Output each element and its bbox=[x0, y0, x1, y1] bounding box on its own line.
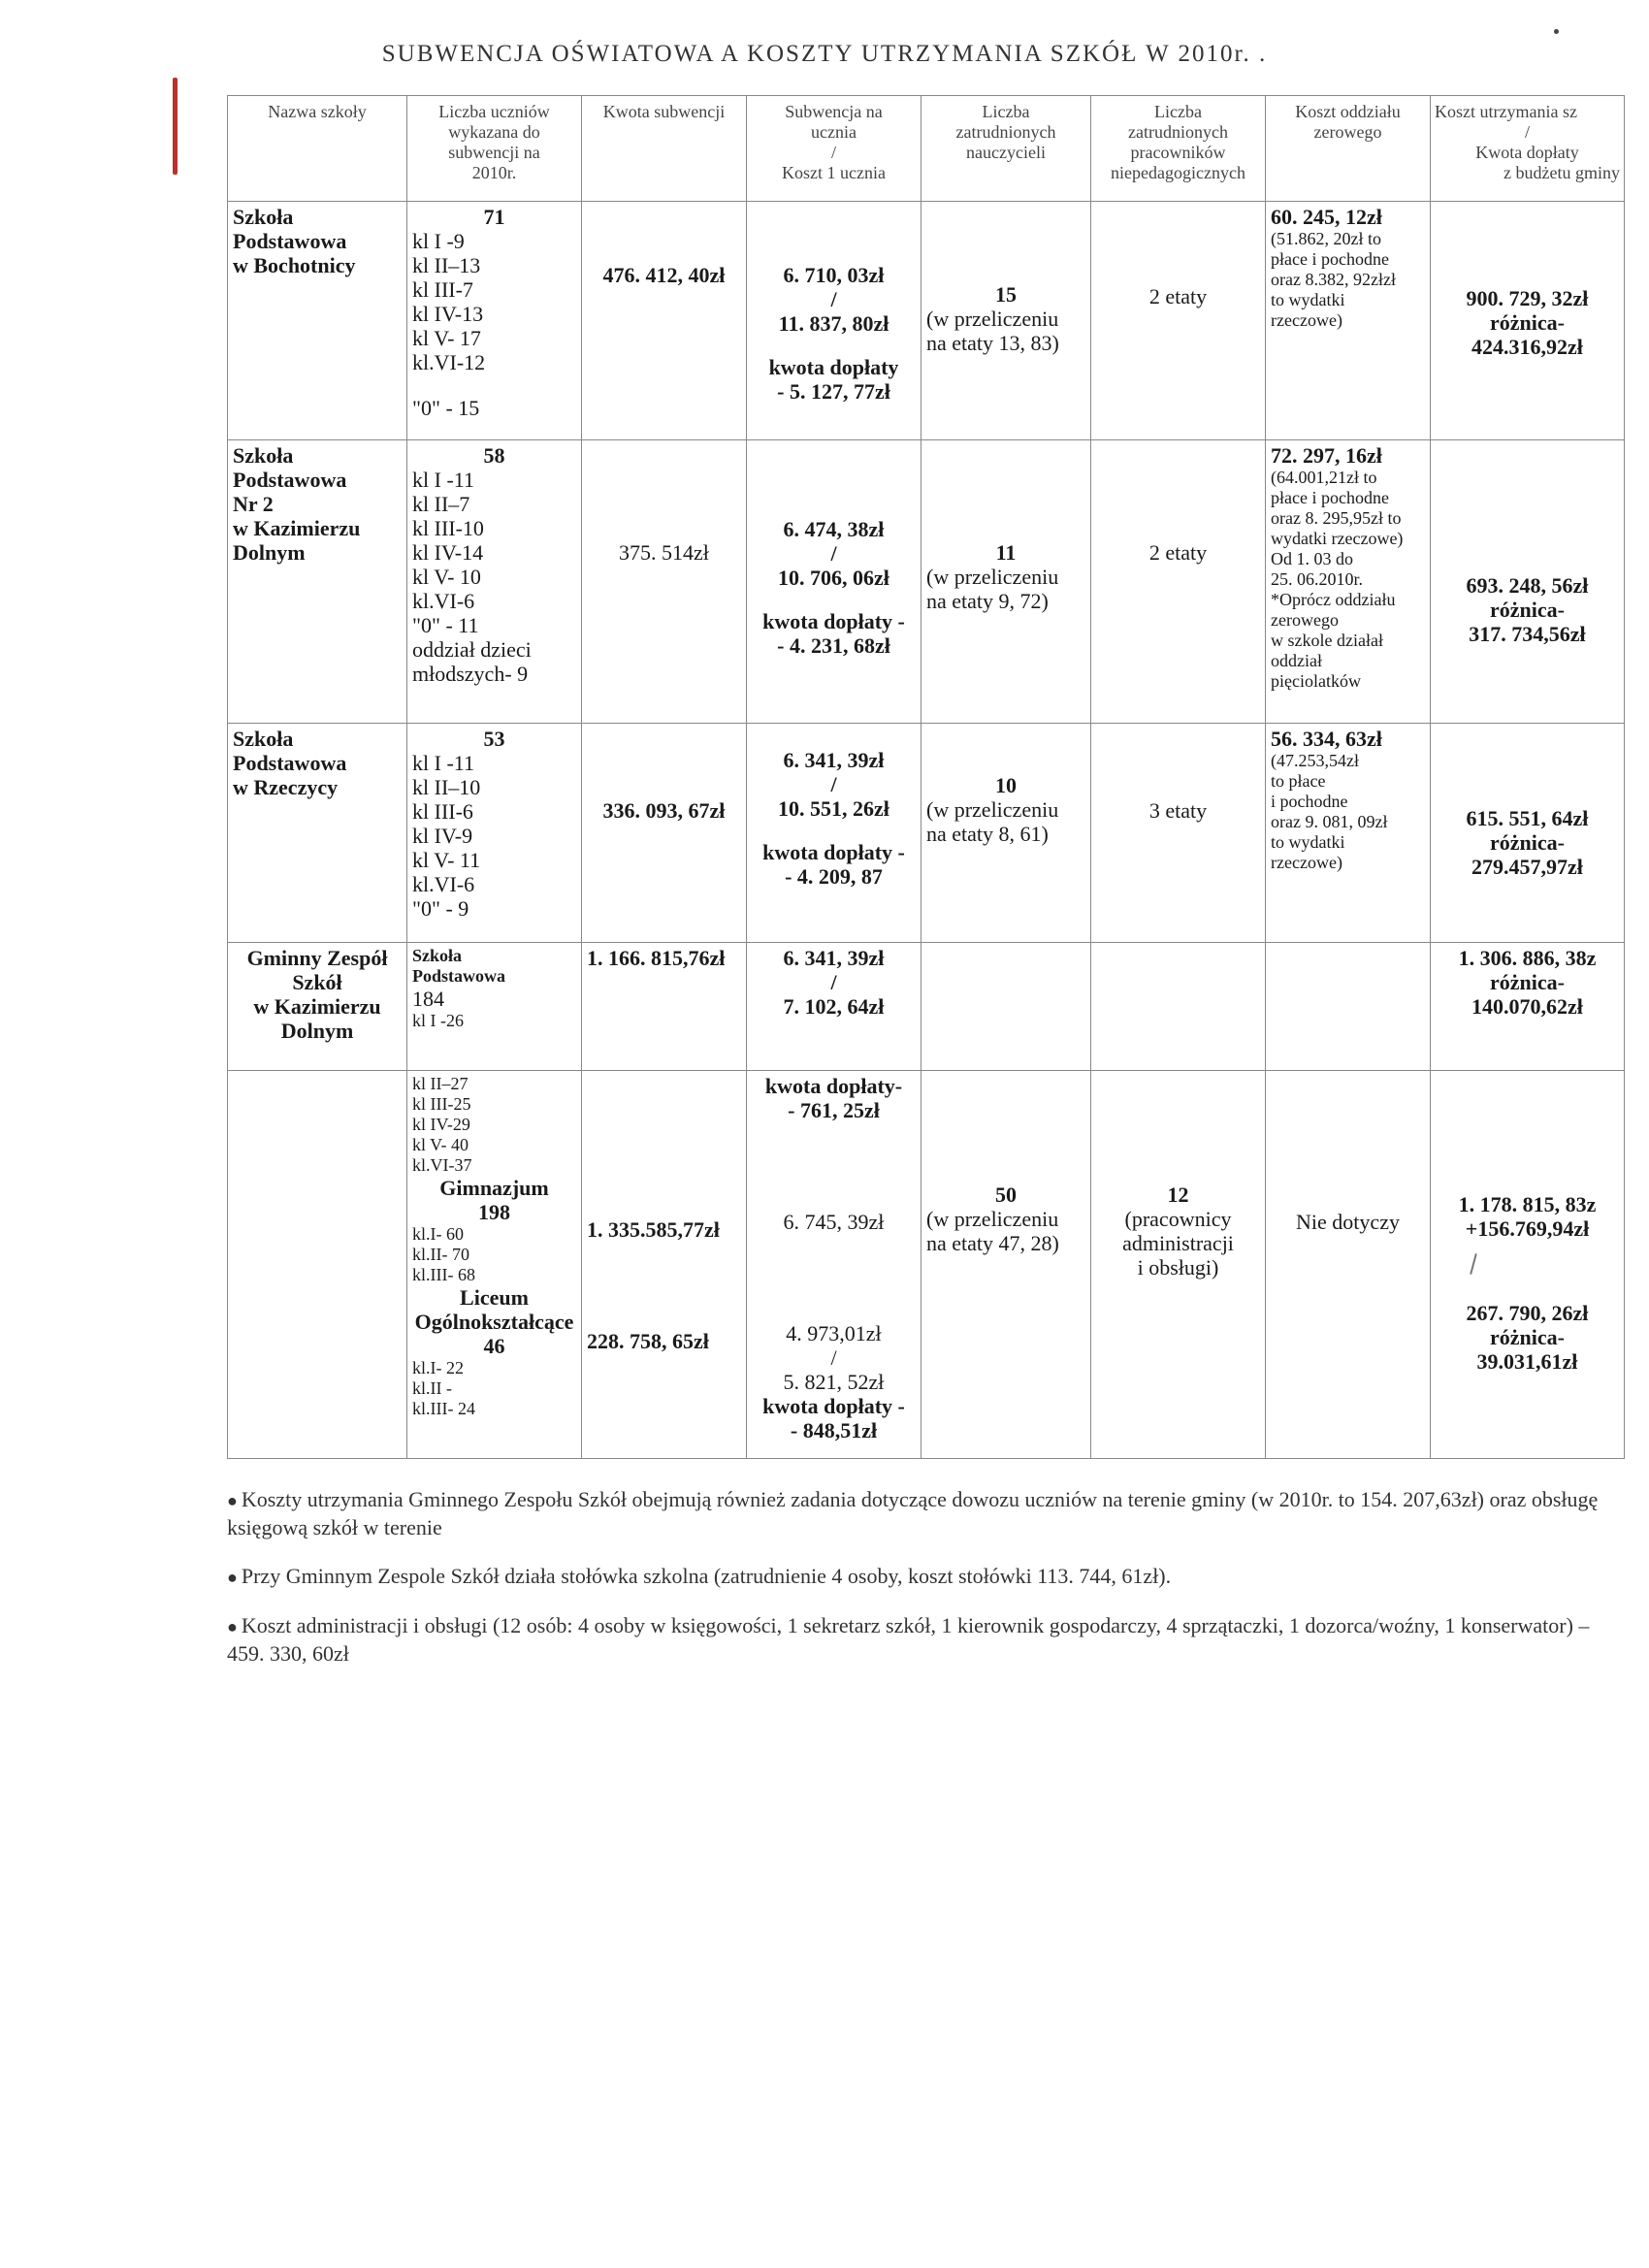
teachers-cell bbox=[922, 943, 1091, 1071]
per-student-cell: 6. 341, 39zł / 10. 551, 26zł kwota dopłaty - - 4. 209, 87 bbox=[747, 724, 922, 943]
maintenance-cost-cell: 1. 178. 815, 83z +156.769,94zł 267. 790, 26zł różnica- 39.031,61zł bbox=[1431, 1071, 1625, 1459]
col-header-students: Liczba uczniów wykazana do subwencji na 2010r. bbox=[407, 96, 582, 202]
school-name: Szkoła Podstawowa w Rzeczycy bbox=[228, 724, 407, 943]
per-student-cell: 6. 341, 39zł / 7. 102, 64zł bbox=[747, 943, 922, 1071]
school-name bbox=[228, 1071, 407, 1459]
teachers-cell: 11 (w przeliczeniu na etaty 9, 72) bbox=[922, 440, 1091, 724]
subsidy-cell: 1. 335.585,77zł 228. 758, 65zł bbox=[582, 1071, 747, 1459]
staff-cell bbox=[1091, 943, 1266, 1071]
zero-class-cost-cell bbox=[1266, 943, 1431, 1071]
bullet-icon: ● bbox=[227, 1491, 238, 1510]
footnote: ● Przy Gminnym Zespole Szkół działa stołówka szkolna (zatrudnienie 4 osoby, koszt stołówki 113. 744, 61zł). bbox=[227, 1564, 1172, 1588]
header-row bbox=[228, 96, 1625, 202]
staff-cell: 2 etaty bbox=[1091, 202, 1266, 440]
col-header-zero-class-cost: Koszt oddziału zerowego bbox=[1266, 96, 1431, 202]
school-name: Szkoła Podstawowa Nr 2 w Kazimierzu Dolnym bbox=[228, 440, 407, 724]
zero-class-cost-cell: 60. 245, 12zł (51.862, 20zł to płace i pochodne oraz 8.382, 92złzł to wydatki rzeczowe) bbox=[1266, 202, 1431, 440]
zero-class-cost-cell: 56. 334, 63zł (47.253,54zł to płace i pochodne oraz 9. 081, 09zł to wydatki rzeczowe) bbox=[1266, 724, 1431, 943]
subsidy-cell: 1. 166. 815,76zł bbox=[582, 943, 747, 1071]
table-row bbox=[228, 440, 1625, 724]
zero-class-cost-cell: 72. 297, 16zł (64.001,21zł to płace i pochodne oraz 8. 295,95zł to wydatki rzeczowe) Od 1. 03 do 25. 06.2010r. *Oprócz oddziału zerowego w szkole działał oddział pięciolatków bbox=[1266, 440, 1431, 724]
table-row bbox=[228, 943, 1625, 1071]
staff-cell: 12 (pracownicy administracji i obsługi) bbox=[1091, 1071, 1266, 1459]
bullet-icon: ● bbox=[227, 1568, 238, 1587]
scan-dot bbox=[1554, 29, 1559, 34]
students-cell: 58 kl I -11 kl II–7 kl III-10 kl IV-14 kl V- 10 kl.VI-6 "0" - 11 oddział dzieci młodszych- 9 bbox=[407, 440, 582, 724]
page-title: SUBWENCJA OŚWIATOWA A KOSZTY UTRZYMANIA SZKÓŁ W 2010r. . bbox=[381, 41, 1268, 67]
margin-red-mark bbox=[173, 78, 178, 175]
per-student-cell: 6. 710, 03zł / 11. 837, 80zł kwota dopłaty - 5. 127, 77zł bbox=[747, 202, 922, 440]
col-header-school-name: Nazwa szkoły bbox=[228, 96, 407, 202]
subsidy-cell: 476. 412, 40zł bbox=[582, 202, 747, 440]
col-header-subsidy: Kwota subwencji bbox=[582, 96, 747, 202]
staff-cell: 3 etaty bbox=[1091, 724, 1266, 943]
per-student-cell: kwota dopłaty- - 761, 25zł 6. 745, 39zł 4. 973,01zł / 5. 821, 52zł kwota dopłaty - - 848,51zł bbox=[747, 1071, 922, 1459]
col-header-per-student: Subwencja na ucznia / Koszt 1 ucznia bbox=[747, 96, 922, 202]
maintenance-cost-cell: 900. 729, 32zł różnica- 424.316,92zł bbox=[1431, 202, 1625, 440]
maintenance-cost-cell: 1. 306. 886, 38z różnica- 140.070,62zł bbox=[1431, 943, 1625, 1071]
teachers-cell: 50 (w przeliczeniu na etaty 47, 28) bbox=[922, 1071, 1091, 1459]
teachers-cell: 15 (w przeliczeniu na etaty 13, 83) bbox=[922, 202, 1091, 440]
staff-cell: 2 etaty bbox=[1091, 440, 1266, 724]
school-name: Szkoła Podstawowa w Bochotnicy bbox=[228, 202, 407, 440]
footnotes bbox=[227, 1486, 1624, 1689]
table-row bbox=[228, 724, 1625, 943]
per-student-cell: 6. 474, 38zł / 10. 706, 06zł kwota dopłaty - - 4. 231, 68zł bbox=[747, 440, 922, 724]
maintenance-cost-cell: 615. 551, 64zł różnica- 279.457,97zł bbox=[1431, 724, 1625, 943]
zero-class-cost-cell: Nie dotyczy bbox=[1266, 1071, 1431, 1459]
students-cell: Szkoła Podstawowa 184 kl I -26 bbox=[407, 943, 582, 1071]
students-cell: kl II–27 kl III-25 kl IV-29 kl V- 40 kl.VI-37 Gimnazjum 198 kl.I- 60 kl.II- 70 kl.III- 68 Liceum Ogólnokształcące 46 kl.I- 22 kl.II - kl.III- 24 bbox=[407, 1071, 582, 1459]
subsidy-cell: 336. 093, 67zł bbox=[582, 724, 747, 943]
col-header-staff: Liczba zatrudnionych pracowników niepedagogicznych bbox=[1091, 96, 1266, 202]
table-row bbox=[228, 202, 1625, 440]
students-cell: 53 kl I -11 kl II–10 kl III-6 kl IV-9 kl V- 11 kl.VI-6 "0" - 9 bbox=[407, 724, 582, 943]
maintenance-cost-cell: 693. 248, 56zł różnica- 317. 734,56zł bbox=[1431, 440, 1625, 724]
students-cell: 71 kl I -9 kl II–13 kl III-7 kl IV-13 kl V- 17 kl.VI-12 "0" - 15 bbox=[407, 202, 582, 440]
subsidy-cell: 375. 514zł bbox=[582, 440, 747, 724]
subsidy-table bbox=[227, 95, 1625, 1459]
school-name: Gminny Zespół Szkół w Kazimierzu Dolnym bbox=[228, 943, 407, 1071]
teachers-cell: 10 (w przeliczeniu na etaty 8, 61) bbox=[922, 724, 1091, 943]
bullet-icon: ● bbox=[227, 1617, 238, 1636]
footnote: ● Koszt administracji i obsługi (12 osób: 4 osoby w księgowości, 1 sekretarz szkół, 1 kierownik gospodarczy, 4 sprzątaczki, 1 dozorca/woźny, 1 konserwator) – 459. 330, 60zł bbox=[227, 1613, 1590, 1666]
col-header-maintenance-cost: Koszt utrzymania sz / Kwota dopłaty z budżetu gminy bbox=[1431, 96, 1625, 202]
col-header-teachers: Liczba zatrudnionych nauczycieli bbox=[922, 96, 1091, 202]
footnote: ● Koszty utrzymania Gminnego Zespołu Szkół obejmują również zadania dotyczące dowozu uczniów na terenie gminy (w 2010r. to 154. 207,63zł) oraz obsługę księgową szkół w terenie bbox=[227, 1487, 1599, 1539]
table-row bbox=[228, 1071, 1625, 1459]
